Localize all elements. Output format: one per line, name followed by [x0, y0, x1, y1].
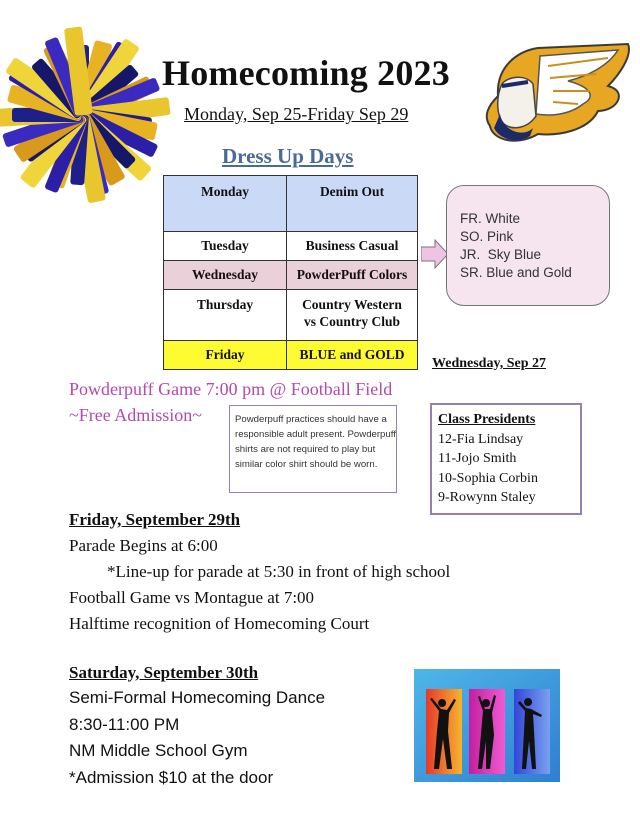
- mascot-logo-image: [478, 36, 638, 151]
- day-cell: Thursday: [164, 290, 287, 341]
- class-colors-box: [446, 185, 610, 306]
- class-color-item: SO. Pink: [460, 229, 514, 244]
- day-cell: Friday: [164, 341, 287, 370]
- powderpuff-game-text: Powderpuff Game 7:00 pm @ Football Field: [69, 379, 393, 399]
- arrow-right-icon: [421, 239, 449, 269]
- day-cell: Monday: [164, 176, 287, 232]
- class-color-item: SR. Blue and Gold: [460, 265, 572, 280]
- theme-line: vs Country Club: [303, 314, 401, 329]
- dancers-image: [414, 669, 560, 782]
- wednesday-heading: Wednesday, Sep 27: [432, 356, 546, 371]
- saturday-line: NM Middle School Gym: [69, 741, 248, 760]
- pompom-image: [0, 20, 175, 210]
- table-row: [164, 341, 418, 370]
- free-admission-text: ~Free Admission~: [69, 405, 202, 425]
- president-item: 9-Rowynn Staley: [438, 490, 536, 505]
- theme-cell: Denim Out: [287, 176, 418, 232]
- table-row: [164, 176, 418, 232]
- note-line: responsible adult present. Powderpuff: [235, 429, 396, 440]
- class-color-item: FR. White: [460, 211, 521, 226]
- president-item: 10-Sophia Corbin: [438, 470, 538, 486]
- saturday-line: 8:30-11:00 PM: [69, 715, 180, 734]
- note-line: similar color shirt should be worn.: [235, 459, 378, 470]
- president-item: 12-Fia Lindsay: [438, 431, 524, 447]
- table-row: [164, 232, 418, 261]
- table-row: [164, 261, 418, 290]
- friday-line: Parade Begins at 6:00: [69, 536, 218, 555]
- class-presidents-heading: Class Presidents: [438, 412, 536, 427]
- powderpuff-note-box: [229, 405, 397, 493]
- theme-cell: Business Casual: [287, 232, 418, 261]
- theme-cell: [287, 290, 418, 341]
- note-line: Powderpuff practices should have a: [235, 414, 387, 425]
- theme-cell: BLUE and GOLD: [287, 341, 418, 370]
- note-line: shirts are not required to play but: [235, 444, 376, 455]
- day-cell: Wednesday: [164, 261, 287, 290]
- class-color-item: JR. Sky Blue: [460, 247, 542, 262]
- saturday-heading: Saturday, September 30th: [69, 663, 259, 682]
- saturday-line: *Admission $10 at the door: [69, 768, 274, 787]
- table-row: [164, 290, 418, 341]
- theme-cell: PowderPuff Colors: [287, 261, 418, 290]
- saturday-line: Semi-Formal Homecoming Dance: [69, 688, 326, 707]
- friday-heading: Friday, September 29th: [69, 510, 241, 529]
- theme-line: Country Western: [302, 297, 402, 312]
- president-item: 11-Jojo Smith: [438, 451, 517, 466]
- friday-line: *Line-up for parade at 5:30 in front of high school: [107, 562, 451, 581]
- dress-up-heading: Dress Up Days: [222, 144, 354, 168]
- class-presidents-box: [430, 403, 582, 515]
- day-cell: Tuesday: [164, 232, 287, 261]
- page-title: Homecoming 2023: [162, 53, 450, 93]
- dress-up-table: [163, 175, 418, 370]
- friday-line: Football Game vs Montague at 7:00: [69, 588, 315, 607]
- friday-line: Halftime recognition of Homecoming Court: [69, 614, 370, 633]
- date-range: Monday, Sep 25-Friday Sep 29: [184, 104, 409, 124]
